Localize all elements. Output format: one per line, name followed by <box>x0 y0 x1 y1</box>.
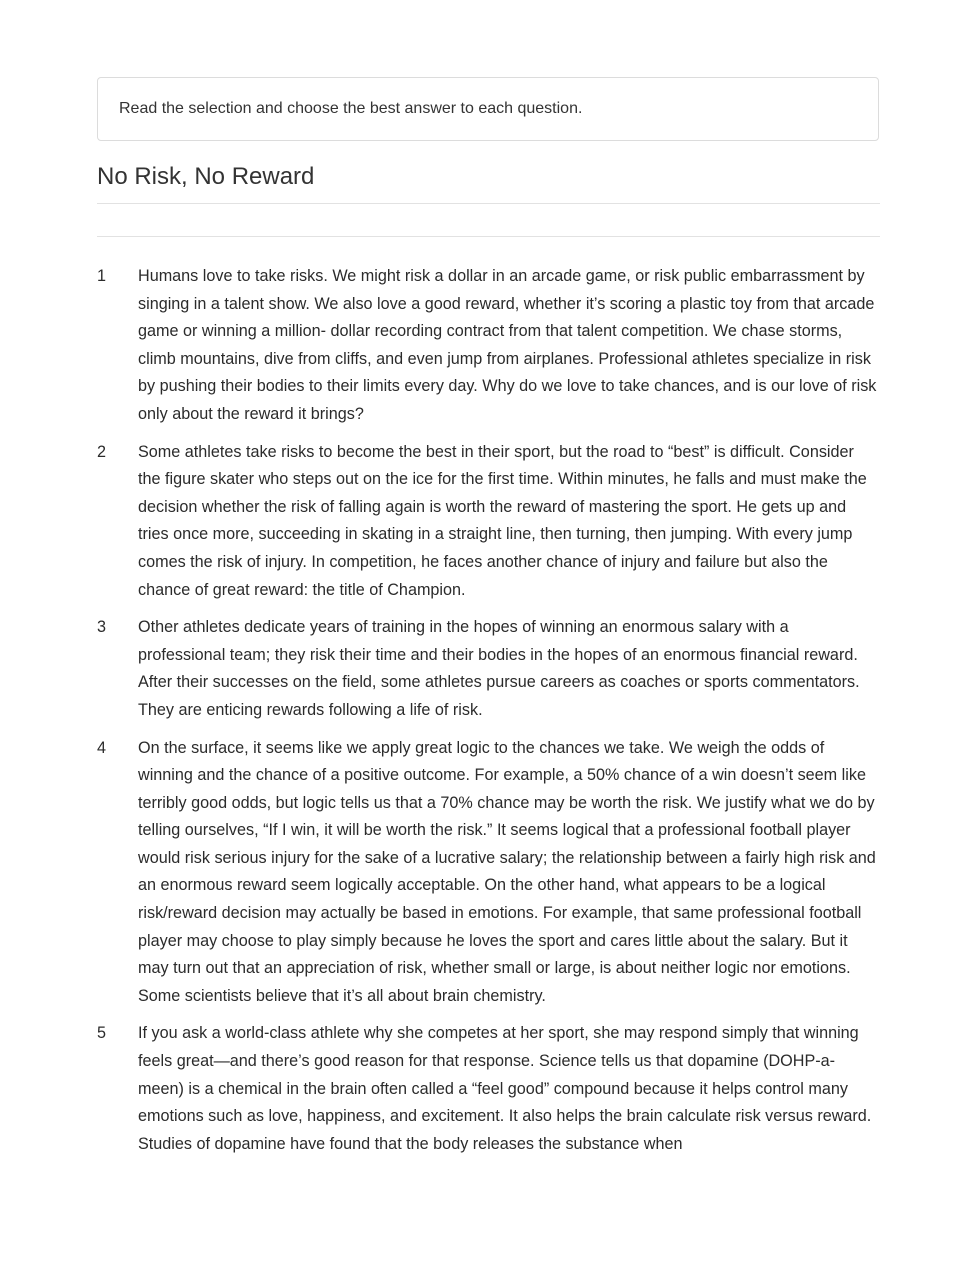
paragraph-text: Other athletes dedicate years of training in the hopes of winning an enormous salary with a professional team; they risk their time and their bodies in the hopes of an enormous financial reward. After their successes on the field, some athletes pursue careers as coaches or sports commentators. They are enticing rewards following a life of risk. <box>138 618 860 719</box>
divider <box>97 236 880 237</box>
paragraph-4 <box>97 735 880 1011</box>
paragraph-3 <box>97 614 880 724</box>
paragraph-2 <box>97 439 880 605</box>
paragraph-number: 5 <box>97 1024 107 1043</box>
page-title: No Risk, No Reward <box>97 163 315 190</box>
paragraph-1 <box>97 263 880 429</box>
passage <box>97 263 880 1168</box>
paragraph-number: 2 <box>97 442 107 461</box>
instructions-text: Read the selection and choose the best answer to each question. <box>119 100 583 117</box>
paragraph-5 <box>97 1020 880 1158</box>
paragraph-number: 4 <box>97 738 107 757</box>
divider <box>97 203 880 204</box>
paragraph-text: Humans love to take risks. We might risk a dollar in an arcade game, or risk public embarrassment by singing in a talent show. We also love a good reward, whether it’s scoring a plastic toy from that arcade game or winning a million- dollar recording contract from that talent competition. We chase storms, climb mountains, dive from cliffs, and even jump from airplanes. Professional athletes specialize in risk by pushing their bodies to their limits every day. Why do we love to take chances, and is our love of risk only about the reward it brings? <box>138 267 877 423</box>
instructions-box <box>97 77 879 141</box>
paragraph-text: Some athletes take risks to become the best in their sport, but the road to “best” is difficult. Consider the figure skater who steps out on the ice for the first time. Within minutes, he falls and must make the decision whether the risk of falling again is worth the reward of mastering the sport. He gets up and tries once more, succeeding in skating in a straight line, then turning, then jumping. With every jump comes the risk of injury. In competition, he faces another chance of injury and failure but also the chance of great reward: the title of Champion. <box>138 442 867 599</box>
paragraph-text: On the surface, it seems like we apply great logic to the chances we take. We weigh the odds of winning and the chance of a positive outcome. For example, a 50% chance of a win doesn’t seem like terribly good odds, but logic tells us that a 70% chance may be worth the risk. We justify what we do by telling ourselves, “If I win, it will be worth the risk.” It seems logical that a professional football player would risk serious injury for the sake of a lucrative salary; the relationship between a fairly high risk and an enormous reward seem logically acceptable. On the other hand, what appears to be a logical risk/reward decision may actually be based in emotions. For example, that same professional football player may choose to play simply because he loves the sport and cares little about the salary. But it may turn out that an appreciation of risk, whether small or large, is about neither logic nor emotions. Some scientists believe that it’s all about brain chemistry. <box>138 738 876 1005</box>
paragraph-number: 1 <box>97 267 107 285</box>
paragraph-number: 3 <box>97 618 107 637</box>
paragraph-text: If you ask a world-class athlete why she competes at her sport, she may respond simply that winning feels great—and there’s good reason for that response. Science tells us that dopamine (DOHP-a-meen) is a chemical in the brain often called a “feel good” compound because it helps control many emotions such as love, happiness, and excitement. It also helps the brain calculate risk versus reward. Studies of dopamine have found that the body releases the substance when <box>138 1024 872 1153</box>
